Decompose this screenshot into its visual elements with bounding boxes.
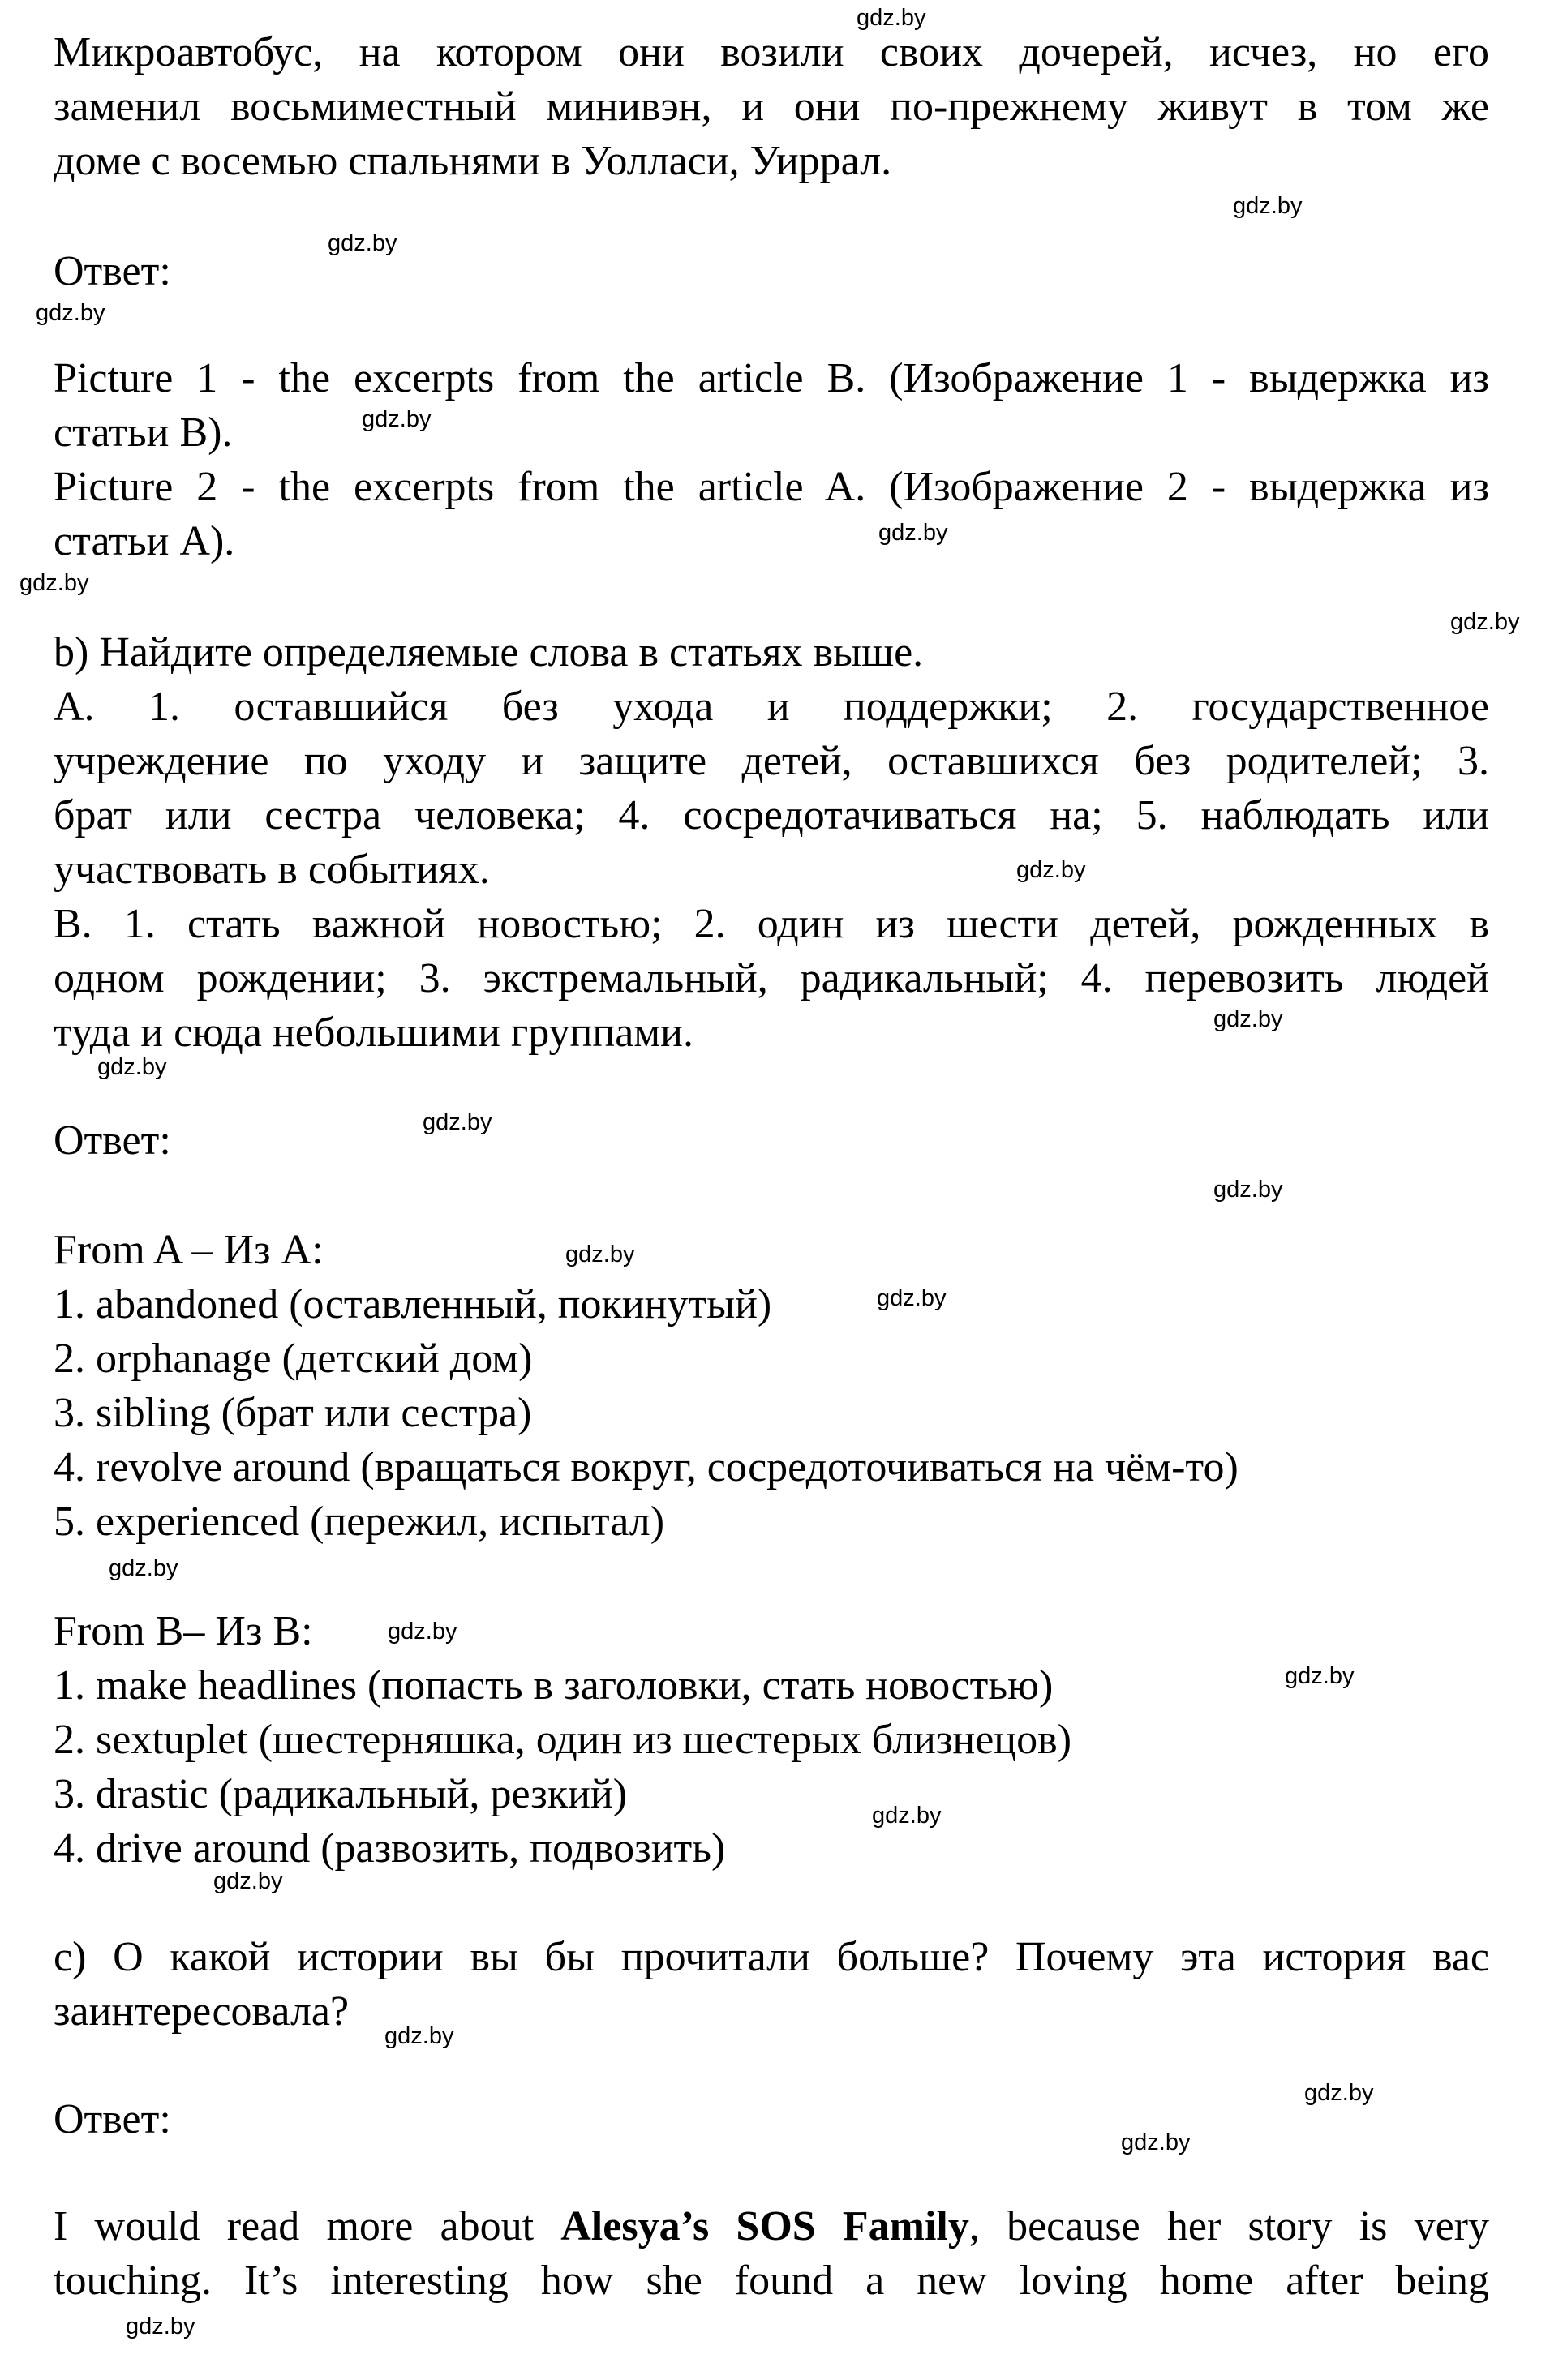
- watermark: gdz.by: [1213, 1177, 1283, 1203]
- watermark: gdz.by: [1233, 193, 1303, 219]
- watermark: gdz.by: [1304, 2080, 1374, 2106]
- watermark: gdz.by: [1285, 1663, 1355, 1689]
- answer-a-line-3: Picture 2 - the excerpts from the article A. (Изображение 2 - выдержка из: [54, 464, 1489, 510]
- watermark: gdz.by: [877, 1285, 947, 1311]
- task-b-line-a1: A. 1. оставшийся без ухода и поддержки; 2. государственное: [54, 684, 1489, 730]
- watermark: gdz.by: [878, 520, 948, 546]
- answer-c-text: I would read more about: [54, 2203, 561, 2249]
- from-a-item: 3. sibling (брат или сестра): [54, 1390, 532, 1436]
- from-a-item: 4. revolve around (вращаться вокруг, сосредоточиваться на чём-то): [54, 1444, 1239, 1490]
- watermark: gdz.by: [1016, 857, 1086, 883]
- watermark: gdz.by: [36, 300, 105, 326]
- watermark: gdz.by: [362, 406, 432, 432]
- task-b-line-b3: туда и сюда небольшими группами.: [54, 1010, 694, 1056]
- watermark: gdz.by: [872, 1803, 942, 1829]
- watermark: gdz.by: [384, 2023, 454, 2049]
- watermark: gdz.by: [213, 1868, 283, 1894]
- answer-c-bold-title: Alesya’s SOS Family: [560, 2203, 969, 2249]
- task-b-line-a2: учреждение по уходу и защите детей, оставшихся без родителей; 3.: [54, 738, 1489, 784]
- watermark: gdz.by: [857, 5, 926, 31]
- answer-c-line-1: [54, 2199, 1489, 2253]
- from-b-item: 3. drastic (радикальный, резкий): [54, 1771, 628, 1817]
- from-b-item: 1. make headlines (попасть в заголовки, стать новостью): [54, 1662, 1054, 1709]
- watermark: gdz.by: [388, 1619, 457, 1645]
- task-b-line-a3: брат или сестра человека; 4. сосредотачиваться на; 5. наблюдать или: [54, 792, 1489, 838]
- from-a-item: 5. experienced (пережил, испытал): [54, 1499, 665, 1545]
- answer-c-text: , because her story is very: [968, 2203, 1489, 2249]
- from-b-item: 4. drive around (развозить, подвозить): [54, 1825, 726, 1872]
- intro-line-3: доме с восемью спальнями в Уолласи, Уиррал.: [54, 138, 892, 184]
- from-b-item: 2. sextuplet (шестерняшка, один из шестерых близнецов): [54, 1717, 1072, 1763]
- watermark: gdz.by: [423, 1109, 492, 1135]
- task-c-line-1: c) О какой истории вы бы прочитали больше? Почему эта история вас: [54, 1934, 1489, 1980]
- task-c-line-2: заинтересовала?: [54, 1988, 350, 2035]
- answer-a-line-1: Picture 1 - the excerpts from the article B. (Изображение 1 - выдержка из: [54, 355, 1489, 401]
- task-b-line-a4: участвовать в событиях.: [54, 847, 490, 893]
- watermark: gdz.by: [126, 2314, 195, 2339]
- task-b-heading: b) Найдите определяемые слова в статьях выше.: [54, 629, 924, 675]
- task-b-line-b1: B. 1. стать важной новостью; 2. один из шести детей, рожденных в: [54, 901, 1489, 947]
- answer-label: Ответ:: [54, 1117, 171, 1164]
- watermark: gdz.by: [1121, 2129, 1191, 2155]
- task-b-line-b2: одном рождении; 3. экстремальный, радикальный; 4. перевозить людей: [54, 955, 1489, 1001]
- watermark: gdz.by: [109, 1555, 178, 1581]
- from-a-item: 1. abandoned (оставленный, покинутый): [54, 1281, 772, 1327]
- watermark: gdz.by: [19, 570, 89, 596]
- watermark: gdz.by: [97, 1054, 167, 1080]
- watermark: gdz.by: [328, 230, 397, 256]
- from-b-heading: From B– Из B:: [54, 1608, 313, 1654]
- from-a-heading: From A – Из А:: [54, 1227, 324, 1273]
- watermark: gdz.by: [1213, 1006, 1283, 1032]
- intro-line-2: заменил восьмиместный минивэн, и они по-прежнему живут в том же: [54, 84, 1489, 130]
- answer-a-line-4: статьи А).: [54, 518, 235, 564]
- answer-a-line-2: статьи B).: [54, 410, 233, 456]
- watermark: gdz.by: [1450, 609, 1520, 635]
- answer-label: Ответ:: [54, 2096, 171, 2142]
- answer-c-line-2: touching. It’s interesting how she found a new loving home after being: [54, 2258, 1489, 2304]
- from-a-item: 2. orphanage (детский дом): [54, 1336, 533, 1382]
- watermark: gdz.by: [565, 1241, 635, 1267]
- intro-line-1: Микроавтобус, на котором они возили своих дочерей, исчез, но его: [54, 29, 1489, 75]
- answer-label: Ответ:: [54, 248, 171, 294]
